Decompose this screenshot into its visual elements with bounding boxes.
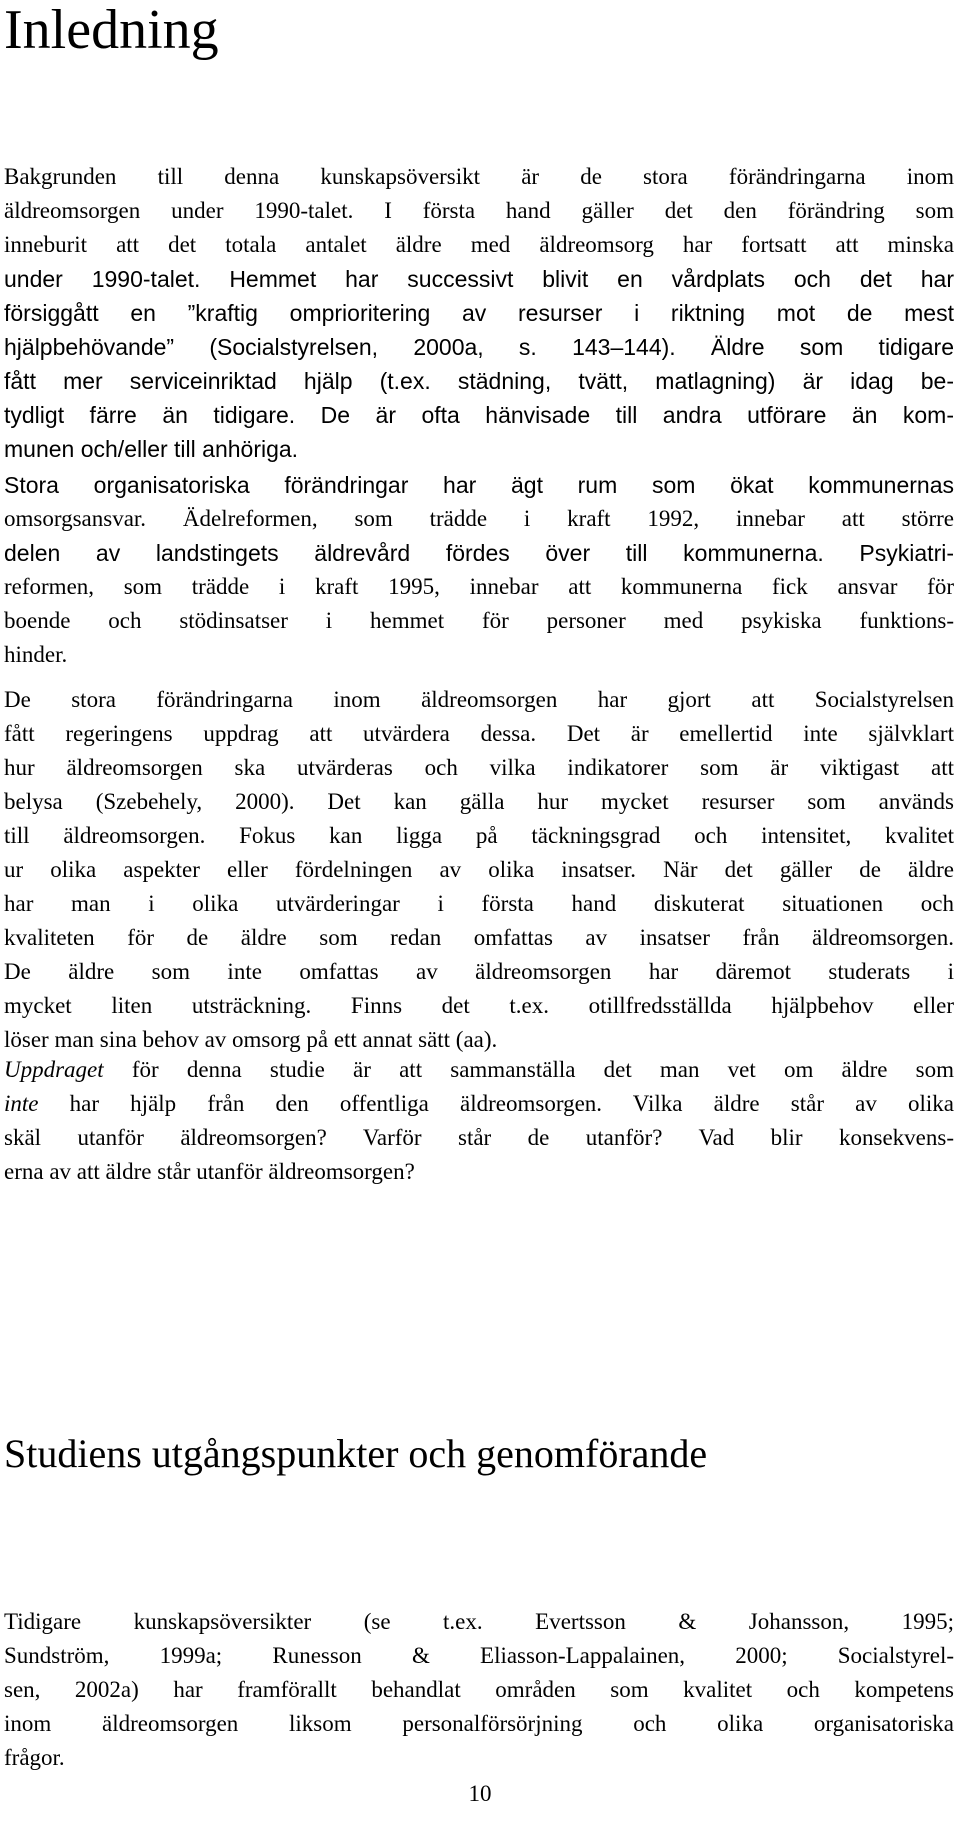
paragraph-line: Tidigare kunskapsöversikter (se t.ex. Evertsson & Johansson, 1995; [4, 1609, 954, 1634]
paragraph-line: reformen, som trädde i kraft 1995, innebar att kommunerna fick ansvar för [4, 574, 954, 599]
paragraph-line: hinder. [4, 642, 68, 667]
paragraph-line: omsorgsansvar. Ädelreformen, som trädde i kraft 1992, innebar att större [4, 506, 954, 531]
section-heading: Studiens utgångspunkter och genomförande [4, 1431, 708, 1476]
paragraph-line: försiggått en ”kraftig omprioritering av resurser i riktning mot de mest [4, 300, 954, 326]
page-number: 10 [468, 1781, 492, 1806]
paragraph-line: frågor. [4, 1745, 65, 1770]
emphasis-text: inte [4, 1091, 39, 1116]
paragraph-line: har man i olika utvärderingar i första hand diskuterat situationen och [4, 891, 954, 916]
paragraph-line: De stora förändringarna inom äldreomsorgen har gjort att Socialstyrelsen [4, 687, 954, 712]
paragraph-line: tydligt färre än tidigare. De är ofta hänvisade till andra utförare än kom- [4, 402, 954, 428]
paragraph-line: hjälpbehövande” (Socialstyrelsen, 2000a, s. 143–144). Äldre som tidigare [4, 334, 954, 360]
paragraph-line: fått mer serviceinriktad hjälp (t.ex. städning, tvätt, matlagning) är idag be- [4, 368, 954, 394]
paragraph-line: löser man sina behov av omsorg på ett annat sätt (aa). [4, 1027, 498, 1052]
paragraph-line: till äldreomsorgen. Fokus kan ligga på täckningsgrad och intensitet, kvalitet [4, 823, 954, 848]
paragraph-line: äldreomsorgen under 1990-talet. I första hand gäller det den förändring som [4, 198, 954, 223]
emphasis-text: Uppdraget [4, 1057, 104, 1082]
page-heading: Inledning [4, 0, 219, 61]
paragraph-line: Stora organisatoriska förändringar har ägt rum som ökat kommunernas [4, 472, 954, 498]
paragraph-reforms [4, 468, 954, 672]
paragraph-text: för denna studie är att sammanställa det man vet om äldre som [103, 1057, 954, 1082]
paragraph-text: har hjälp från den offentliga äldreomsorgen. Vilka äldre står av olika [38, 1091, 954, 1116]
paragraph-line: munen och/eller till anhöriga. [4, 436, 299, 462]
paragraph-line [4, 1087, 954, 1121]
paragraph-line: inom äldreomsorgen liksom personalförsörjning och olika organisatoriska [4, 1711, 954, 1736]
paragraph-line: mycket liten utsträckning. Finns det t.ex. otillfredsställda hjälpbehov eller [4, 993, 954, 1018]
paragraph-line: inneburit att det totala antalet äldre med äldreomsorg har fortsatt att minska [4, 232, 954, 257]
paragraph-line: Bakgrunden till denna kunskapsöversikt är de stora förändringarna inom [4, 164, 954, 189]
paragraph-line [4, 1053, 954, 1087]
paragraph-line: sen, 2002a) har framförallt behandlat områden som kvalitet och kompetens [4, 1677, 954, 1702]
paragraph-line: under 1990-talet. Hemmet har successivt blivit en vårdplats och det har [4, 266, 954, 292]
paragraph-line: belysa (Szebehely, 2000). Det kan gälla hur mycket resurser som används [4, 789, 954, 814]
paragraph-line: De äldre som inte omfattas av äldreomsorgen har däremot studerats i [4, 959, 954, 984]
paragraph-line: skäl utanför äldreomsorgen? Varför står de utanför? Vad blir konsekvens- [4, 1125, 954, 1150]
paragraph-line: boende och stödinsatser i hemmet för personer med psykiska funktions- [4, 608, 954, 633]
paragraph-previous-reviews [4, 1605, 954, 1775]
paragraph-line: kvaliteten för de äldre som redan omfattas av insatser från äldreomsorgen. [4, 925, 954, 950]
paragraph-background [4, 160, 954, 466]
paragraph-line: fått regeringens uppdrag att utvärdera dessa. Det är emellertid inte självklart [4, 721, 954, 746]
paragraph-line: Sundström, 1999a; Runesson & Eliasson-Lappalainen, 2000; Socialstyrel- [4, 1643, 954, 1668]
paragraph-line: ur olika aspekter eller fördelningen av olika insatser. När det gäller de äldre [4, 857, 954, 882]
paragraph-evaluation [4, 683, 954, 1057]
paragraph-line: erna av att äldre står utanför äldreomsorgen? [4, 1159, 415, 1184]
paragraph-line: hur äldreomsorgen ska utvärderas och vilka indikatorer som är viktigast att [4, 755, 954, 780]
paragraph-assignment [4, 1053, 954, 1189]
paragraph-line: delen av landstingets äldrevård fördes över till kommunerna. Psykiatri- [4, 540, 954, 566]
